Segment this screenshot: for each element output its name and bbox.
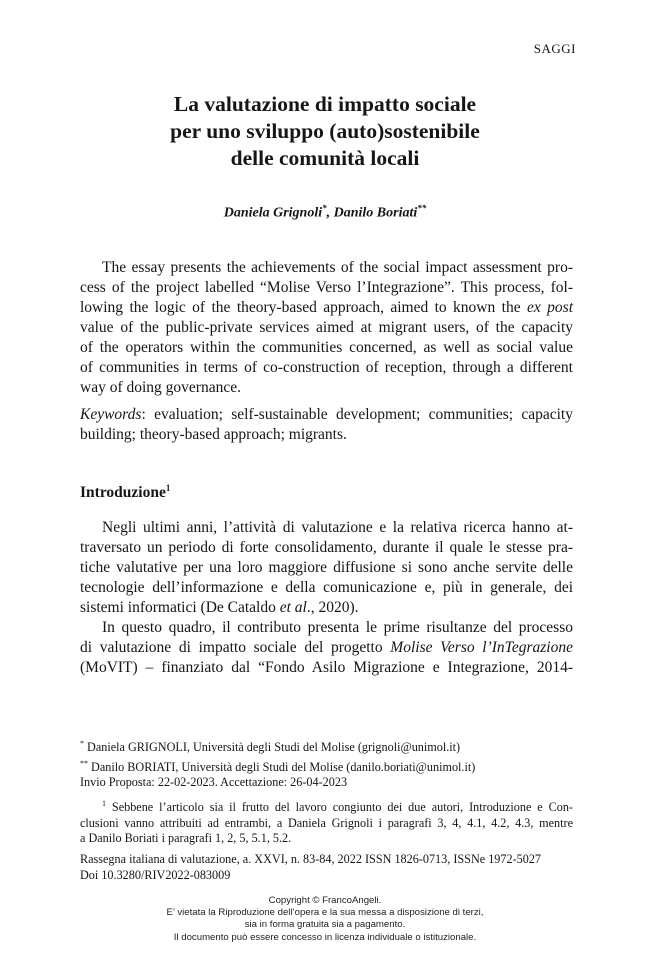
copyright-line: sia in forma gratuita sia a pagamento. bbox=[244, 919, 406, 931]
submission-dates: Invio Proposta: 22-02-2023. Accettazione: 26-04-2023 bbox=[80, 775, 348, 790]
body-line: In questo quadro, il contributo presenta le prime risultanze del processo bbox=[102, 619, 573, 636]
copyright-line: E’ vietata la Riproduzione dell’opera e la sua messa a disposizione di terzi, bbox=[166, 907, 484, 919]
affiliation-mark: * bbox=[80, 739, 84, 748]
author-affiliations bbox=[80, 736, 580, 791]
body-line: (MoVIT) – finanziato dal “Fondo Asilo Migrazione e Integrazione, 2014- bbox=[80, 659, 573, 676]
affiliation-mark: ** bbox=[80, 758, 88, 768]
body-line: tiche valutative per una loro maggiore diffusione si sono anche servite delle bbox=[80, 559, 573, 576]
abstract-line: way of doing governance. bbox=[80, 379, 241, 396]
body-line: traversato un periodo di forte consolidamento, durante il quale le stesse pra- bbox=[80, 539, 573, 556]
keywords-line: building; theory-based approach; migrants. bbox=[80, 426, 347, 443]
copyright-notice bbox=[0, 895, 650, 944]
intro-body bbox=[80, 518, 573, 678]
title-line-2: per uno sviluppo (auto)sostenibile bbox=[170, 119, 480, 143]
affiliation-text: Daniela GRIGNOLI, Università degli Studi del Molise (grignoli@unimol.it) bbox=[84, 740, 461, 755]
author-2: Danilo Boriati bbox=[333, 205, 418, 221]
section-heading bbox=[80, 483, 170, 502]
abstract-line bbox=[80, 298, 573, 318]
section-label: SAGGI bbox=[533, 41, 576, 56]
affiliation-text: Danilo BORIATI, Università degli Studi del Molise (danilo.boriati@unimol.it) bbox=[88, 759, 476, 774]
body-line: Negli ultimi anni, l’attività di valutazione e la relativa ricerca hanno at- bbox=[102, 519, 573, 536]
keywords-line bbox=[80, 405, 573, 425]
journal-citation bbox=[80, 852, 580, 883]
footnote-text: Sebbene l’articolo sia il frutto del lavoro congiunto dei due autori, Introduzione e Con- bbox=[106, 800, 573, 815]
keywords-label: Keywords bbox=[80, 406, 142, 423]
title-line-3: delle comunità locali bbox=[230, 146, 420, 170]
author-list bbox=[0, 203, 650, 222]
author-1-mark: * bbox=[322, 203, 327, 213]
affiliation-line bbox=[80, 736, 580, 756]
body-line bbox=[80, 598, 573, 618]
abstract-line: The essay presents the achievements of the social impact assessment pro- bbox=[102, 259, 573, 276]
heading-text: Introduzione bbox=[80, 484, 166, 502]
abstract-line: of communities in terms of co-construction of reception, through a different bbox=[80, 359, 573, 376]
body-line: tecnologie dell’informazione e della comunicazione e, più in generale, dei bbox=[80, 579, 573, 596]
footnote-line bbox=[80, 796, 573, 816]
abstract-line: of the operators within the communities concerned, as well as social value bbox=[80, 339, 573, 356]
footnote-line: clusioni vanno attribuiti ad entrambi, a Daniela Grignoli i paragrafi 3, 4, 4.1, 4.2, 4.3, mentre bbox=[80, 815, 573, 830]
body-line bbox=[80, 638, 573, 658]
abstract-line: cess of the project labelled “Molise Verso l’Integrazione”. This process, fol- bbox=[80, 279, 573, 296]
heading-footnote-mark: 1 bbox=[165, 483, 171, 493]
footnote-1 bbox=[80, 796, 573, 847]
footnote-line: a Danilo Boriati i paragrafi 1, 2, 5, 5.1, 5.2. bbox=[80, 831, 292, 846]
body-text: di valutazione di impatto sociale del progetto bbox=[80, 639, 391, 656]
title-line-1: La valutazione di impatto sociale bbox=[173, 92, 477, 116]
copyright-line: Copyright © FrancoAngeli. bbox=[268, 895, 382, 906]
body-italic: et al bbox=[279, 599, 307, 616]
author-separator: , bbox=[326, 205, 334, 221]
abstract-line: value of the public-private services aimed at migrant users, of the capacity bbox=[80, 319, 573, 336]
footnote-mark: 1 bbox=[102, 799, 106, 808]
abstract bbox=[80, 258, 573, 398]
doi-line: Doi 10.3280/RIV2022-083009 bbox=[80, 867, 231, 882]
citation-line: Rassegna italiana di valutazione, a. XXVI, n. 83-84, 2022 ISSN 1826-0713, ISSNe 1972-5027 bbox=[80, 852, 542, 866]
author-1: Daniela Grignoli bbox=[223, 205, 323, 221]
abstract-text: lowing the logic of the theory-based approach, aimed to known the bbox=[80, 299, 527, 316]
affiliation-line bbox=[80, 756, 580, 776]
article-title bbox=[0, 91, 650, 172]
abstract-italic: ex post bbox=[527, 299, 573, 316]
body-text: ., 2020). bbox=[306, 599, 359, 616]
keywords-text: : evaluation; self-sustainable development; communities; capacity bbox=[141, 406, 573, 423]
body-italic: Molise Verso l’InTegrazione bbox=[390, 639, 573, 656]
author-2-mark: ** bbox=[417, 203, 427, 213]
copyright-line: Il documento può essere concesso in licenza individuale o istituzionale. bbox=[173, 931, 477, 943]
keywords bbox=[80, 405, 573, 445]
body-text: sistemi informatici (De Cataldo bbox=[80, 599, 280, 616]
